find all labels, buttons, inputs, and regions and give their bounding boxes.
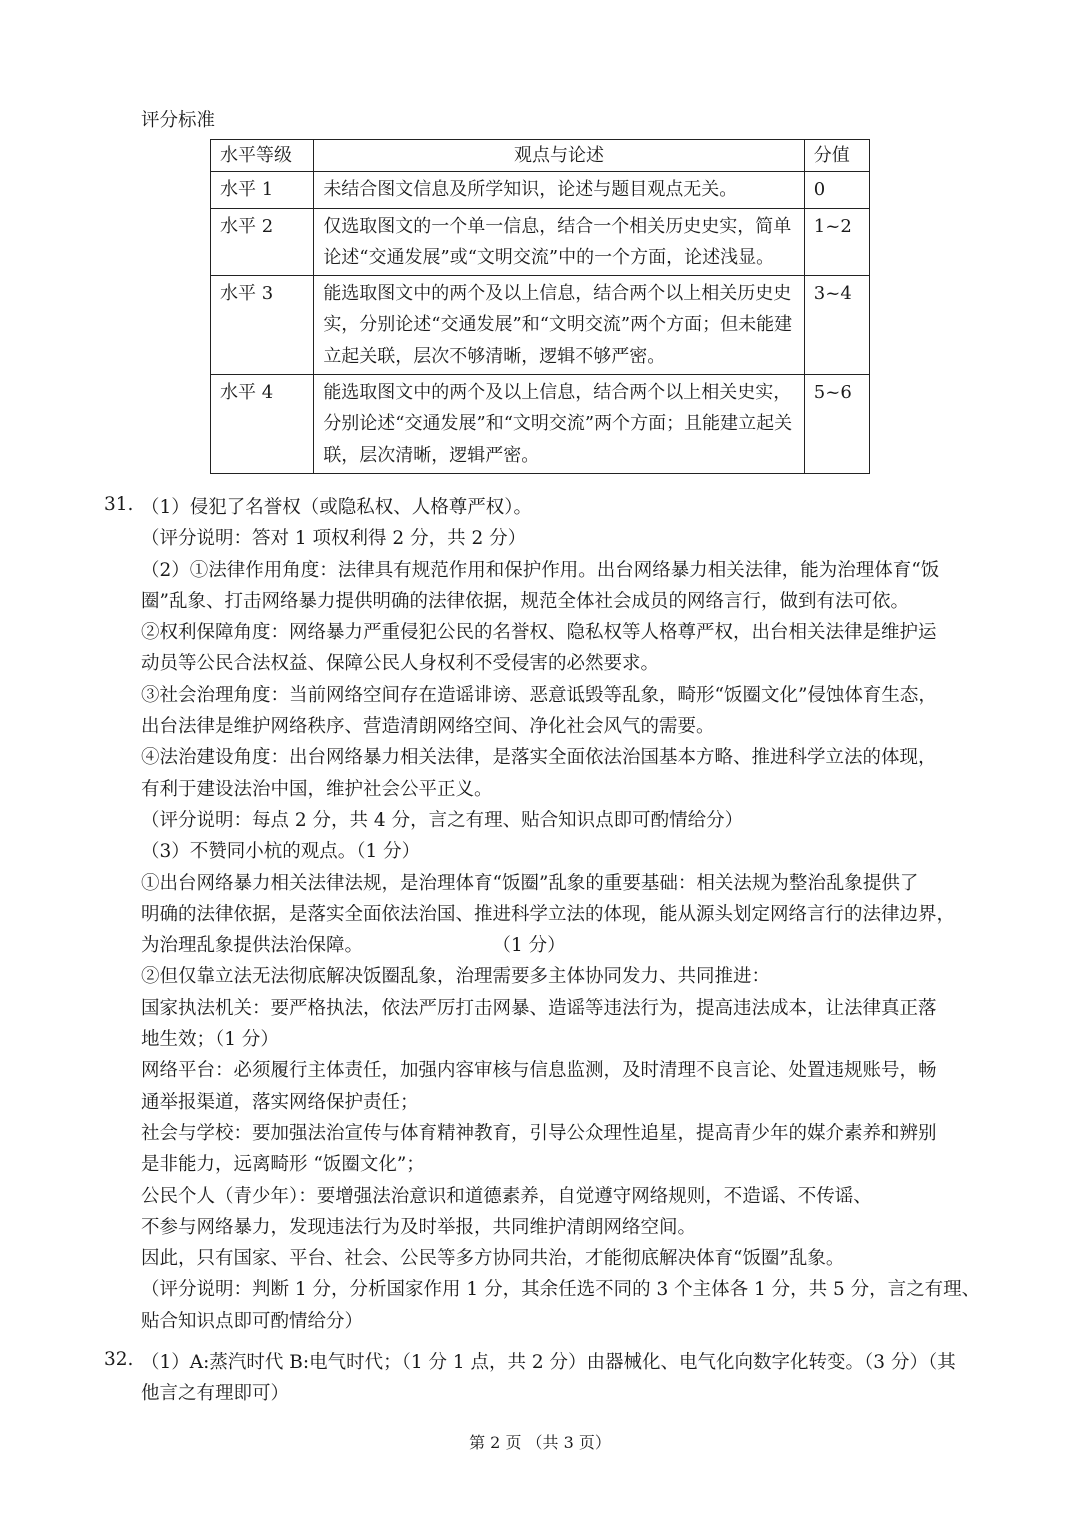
level-cell: 水平 2	[211, 208, 314, 276]
description-cell: 仅选取图文的一个单一信息，结合一个相关历史史实，简单论述“交通发展”或“文明交流”中的一个方面，论述浅显。	[314, 208, 804, 276]
level-cell: 水平 1	[211, 172, 314, 208]
answer-line: （1）侵犯了名誉权（或隐私权、人格尊严权）。	[141, 497, 533, 518]
description-cell: 未结合图文信息及所学知识，论述与题目观点无关。	[314, 172, 804, 208]
answer-line: 因此，只有国家、平台、社会、公民等多方协同共治，才能彻底解决体育“饭圈”乱象。	[141, 1248, 845, 1270]
answer-line: 出台法律是维护网络秩序、营造清朗网络空间、净化社会风气的需要。	[141, 716, 715, 738]
rubric-row	[211, 375, 870, 474]
answer-line: 圈”乱象、打击网络暴力提供明确的法律依据，规范全体社会成员的网络言行，做到有法可依。	[141, 590, 909, 612]
answer-line: （评分说明：每点 2 分，共 4 分，言之有理、贴合知识点即可酌情给分）	[141, 809, 744, 831]
answer-line: ②权利保障角度：网络暴力严重侵犯公民的名誉权、隐私权等人格尊严权，出台相关法律是维护运	[141, 622, 937, 644]
question-32-answer	[141, 1347, 956, 1410]
answer-line: ①出台网络暴力相关法律法规，是治理体育“饭圈”乱象的重要基础：相关法规为整治乱象提供了	[141, 872, 919, 894]
answer-line: 他言之有理即可）	[141, 1383, 290, 1405]
answer-line: 公民个人（青少年）：要增强法治意识和道德素养，自觉遵守网络规则，不造谣、不传谣、	[141, 1185, 872, 1207]
answer-line: 贴合知识点即可酌情给分）	[141, 1310, 364, 1332]
description-cell: 能选取图文中的两个及以上信息，结合两个以上相关史实，分别论述“交通发展”和“文明交流”两个方面；且能建立起关联，层次清晰，逻辑严密。	[314, 375, 804, 474]
score-cell: 1~2	[804, 208, 869, 276]
question-31-answer	[141, 492, 980, 1337]
answer-line: （3）不赞同小杭的观点。（1 分）	[141, 841, 421, 863]
answer-line: ④法治建设角度：出台网络暴力相关法律，是落实全面依法治国基本方略、推进科学立法的体现，	[141, 747, 937, 769]
answer-line: 网络平台：必须履行主体责任，加强内容审核与信息监测，及时清理不良言论、处置违规账号，畅	[141, 1060, 937, 1082]
page-footer: 第 2 页 （共 3 页）	[469, 1433, 611, 1452]
rubric-header-row	[211, 140, 870, 172]
answer-line: 有利于建设法治中国，维护社会公平正义。	[141, 778, 493, 800]
question-31-number: 31.	[104, 494, 134, 515]
rubric-row	[211, 172, 870, 208]
answer-line: （2）①法律作用角度：法律具有规范作用和保护作用。出台网络暴力相关法律，能为治理体育“饭	[141, 559, 940, 581]
answer-line: 通举报渠道，落实网络保护责任；	[141, 1091, 419, 1113]
answer-line: 明确的法律依据，是落实全面依法治国、推进科学立法的体现，能从源头划定网络言行的法律边界，	[141, 903, 956, 925]
score-cell: 0	[804, 172, 869, 208]
rubric-title: 评分标准	[141, 110, 216, 131]
answer-line: 是非能力，远离畸形 “饭圈文化”；	[141, 1154, 425, 1176]
answer-line: 社会与学校：要加强法治宣传与体育精神教育，引导公众理性追星，提高青少年的媒介素养和辨别	[141, 1122, 937, 1144]
rubric-row	[211, 208, 870, 276]
header-description: 观点与论述	[314, 140, 804, 172]
header-level: 水平等级	[211, 140, 314, 172]
answer-line: 动员等公民合法权益、保障公民人身权利不受侵害的必然要求。	[141, 653, 660, 675]
rubric-row	[211, 276, 870, 375]
answer-line: 为治理乱象提供法治保障。 （1 分）	[141, 935, 566, 957]
description-cell: 能选取图文中的两个及以上信息，结合两个以上相关历史史实，分别论述“交通发展”和“文明交流”两个方面；但未能建立起关联，层次不够清晰，逻辑不够严密。	[314, 276, 804, 375]
answer-line: ②但仅靠立法无法彻底解决饭圈乱象，治理需要多主体协同发力、共同推进：	[141, 966, 771, 988]
header-score: 分值	[804, 140, 869, 172]
question-32-number: 32.	[104, 1349, 134, 1370]
level-cell: 水平 4	[211, 375, 314, 474]
score-cell: 3~4	[804, 276, 869, 375]
answer-line: （评分说明：判断 1 分，分析国家作用 1 分，其余任选不同的 3 个主体各 1 分，共 5 分，言之有理、	[141, 1279, 981, 1301]
answer-line: 国家执法机关：要严格执法，依法严厉打击网暴、造谣等违法行为，提高违法成本，让法律真正落	[141, 997, 937, 1019]
answer-line: （评分说明：答对 1 项权利得 2 分，共 2 分）	[141, 528, 527, 550]
score-cell: 5~6	[804, 375, 869, 474]
answer-line: 地生效；（1 分）	[141, 1029, 279, 1051]
rubric-table	[210, 139, 870, 474]
level-cell: 水平 3	[211, 276, 314, 375]
answer-line: ③社会治理角度：当前网络空间存在造谣诽谤、恶意诋毁等乱象，畸形“饭圈文化”侵蚀体育生态，	[141, 684, 937, 706]
answer-line: （1）A:蒸汽时代 B:电气时代；（1 分 1 点，共 2 分）由器械化、电气化向数字化转变。（3 分）（其	[141, 1352, 956, 1373]
answer-line: 不参与网络暴力，发现违法行为及时举报，共同维护清朗网络空间。	[141, 1216, 697, 1238]
